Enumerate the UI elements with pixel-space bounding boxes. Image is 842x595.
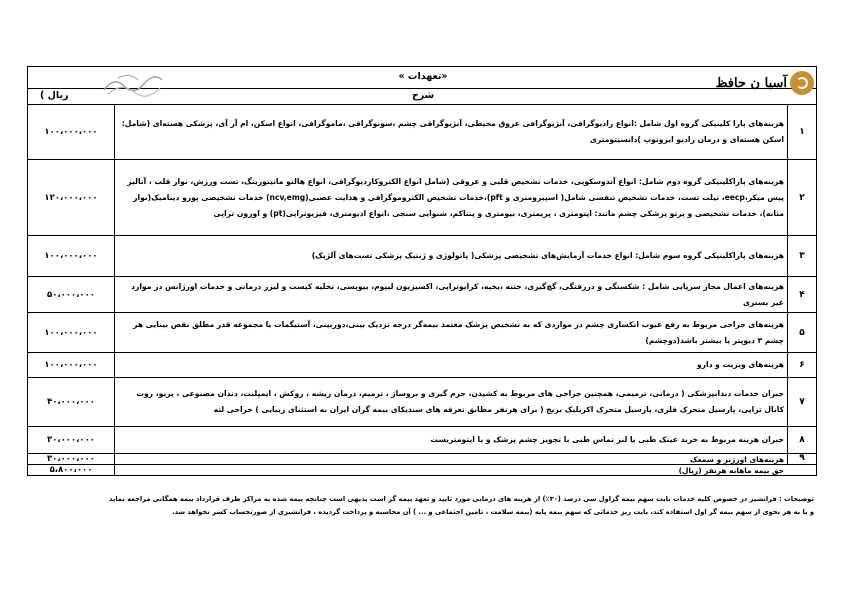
- description-header: شرح: [411, 90, 435, 101]
- row-number: ۹: [787, 454, 816, 464]
- row-amount: ۱۰۰،۰۰۰،۰۰۰: [28, 236, 115, 276]
- row-description: هزینه‌های ویزیت و دارو: [696, 360, 784, 369]
- row-number: ۱: [787, 105, 816, 159]
- commitments-table: [27, 66, 817, 476]
- table-row: [28, 236, 816, 277]
- table-row: [28, 160, 816, 236]
- table-title-row: [28, 67, 816, 89]
- row-amount: ۴۰،۰۰۰،۰۰۰: [28, 378, 115, 426]
- footnote-line: و یا به هر نحوی از سهم بیمه گر اول استفاده کند، بابت ریز خدماتی که سهم بیمه پایه (بیمه سلامت ، تامین اجتماعی و ... ) آن محاسبه و پرداخت گردیده ، فرانشیزی از صورتحساب کسر نخواهد شد.: [172, 508, 814, 516]
- row-description: هزینه‌های اعمال مجاز سرپایی شامل : شکستگی و دررفتگی، گچ‌گیری، ختنه ،بخیه، کرایوتراپی، اکسیزیون لیپوم، بیوپسی، تخلیه کیست و لیزر درمانی و خدمات اورژانس در موارد غیر بستری: [131, 281, 784, 307]
- row-number: ۵: [787, 313, 816, 352]
- row-number: ۷: [787, 378, 816, 426]
- column-header-row: [28, 89, 816, 105]
- row-amount: ۱۰۰،۰۰۰،۰۰۰: [28, 353, 115, 377]
- table-row: [28, 313, 816, 353]
- row-amount: ۵۰،۰۰۰،۰۰۰: [28, 277, 115, 312]
- table-row: [28, 427, 816, 454]
- row-description: هزینه‌های پاراکلینیکی گروه سوم شامل: انواع خدمات آزمایش‌های تشخیصی پزشکی( پاتولوژی و ژنتیک پزشکی تست‌های آلژیک): [311, 251, 784, 260]
- page-title: « تعهدات»: [398, 71, 448, 82]
- row-amount: ۱۰۰،۰۰۰،۰۰۰: [28, 105, 115, 159]
- table-row: [28, 378, 816, 427]
- table-row: [28, 105, 816, 160]
- footnotes: [22, 493, 814, 519]
- table-row: [28, 454, 816, 465]
- table-row: [28, 277, 816, 313]
- row-number: ۲: [787, 160, 816, 235]
- row-amount: ۳۰،۰۰۰،۰۰۰: [28, 454, 115, 464]
- row-description: جبران خدمات دندانپزشکی ( درمانی، ترمیمی، همچنین جراحی های مربوط به کشیدن، جرم گیری و بروساژ ، ترمیم، درمان ریشه ، روکش ، ایمپلنت، دندان مصنوعی ، پریو، روت کانال تراپی، پارسیل متحرک فلزی، پارسیل متحرک اکریلیک بریج ( برای هرنفر مطابق تعرفه های سندیکای بیمه گران ایران به استثنای زیبایی ) جراحی لثه: [136, 389, 784, 414]
- row-amount: ۱۰۰،۰۰۰،۰۰۰: [28, 313, 115, 352]
- row-number: ۳: [787, 236, 816, 276]
- row-number: ۶: [787, 353, 816, 377]
- premium-row: [28, 465, 816, 476]
- row-description: جبران هزینه مربوط به خرید عینک طبی یا لنز تماس طبی با تجویز چشم پزشک و یا اپتومتریست: [430, 435, 784, 444]
- footnote-line: توضیحات : فرانشیز در خصوص کلیه خدمات بابت سهم بیمه گزاول سی درصد (۳۰٪) از هزینه های درمانی مورد تایید و تعهد بیمه گر است بدیهی است چنانچه بیمه شده به مراکز طرف قرارداد بیمه همگانی مراجعه نماید: [109, 495, 814, 503]
- row-description: هزینه‌های پاراکلینیکی گروه دوم شامل: انواع آندوسکوپی، خدمات تشخیص قلبی و عروقی (شامل انواع الکتروکاردیوگرافی، انواع هالتو مانیتورینگ، تست ورزش، نوار قلب ، آنالیز پیس میکر،eecp، تیلت تست، خدمات تشخیص تنفسی شامل( اسپیرومتری و pft)،خدمات تشخیص الکتروموگرافی و هدایت عصبی(ncv,emg) خدمات تشخیصی پورو دینامیک(نوار مثانه)، خدمات تشخیصی و پرتو پزشکی چشم مانند: اپتومتری ، پریمتری، بیومتری و پنتاکم، شنوایی سنجی ،انواع ادیومتری، فیزیوتراپی(pt) و اوزون تراپی: [127, 176, 784, 218]
- row-number: ۸: [787, 427, 816, 453]
- row-number: ۴: [787, 277, 816, 312]
- premium-amount: ۵،۸۰۰،۰۰۰: [28, 465, 115, 475]
- currency-header: ( ریال: [40, 90, 69, 101]
- row-amount: ۱۲۰،۰۰۰،۰۰۰: [28, 160, 115, 235]
- row-amount: ۳۰،۰۰۰،۰۰۰: [28, 427, 115, 453]
- premium-label: حق بیمه ماهانه هرنفر (ریال): [678, 465, 784, 475]
- logo-text: آسیا ن حافظ: [715, 75, 787, 91]
- row-description: هزینه‌های پارا کلینیکی گروه اول شامل :انواع رادیوگرافی، آنژیوگرافی عروق محیطی، آنژیوگرافی چشم ،سونوگرافی ،ماموگرافی، انواع اسکن، ام آر آی، پزشکی هسته‌ای (شامل: اسکن هسته‌ای و درمان رادیو ایزوتوپ )دانسیتومتری: [121, 119, 784, 144]
- table-row: [28, 353, 816, 378]
- row-description: هزینه‌های اورژنز و سمعک: [690, 454, 784, 464]
- row-description: هزینه‌های جراحی مربوط به رفع عیوب انکساری چشم در مواردی که به تشخیص پزشک معتمد بیمه‌گر درجه نزدیک بینی،دوربینی، آستیگمات یا مجموعه قدر مطلق نقص بینایی هر چشم ۳ دیوپتر یا بیشتر باشد(دوچشم): [133, 319, 784, 345]
